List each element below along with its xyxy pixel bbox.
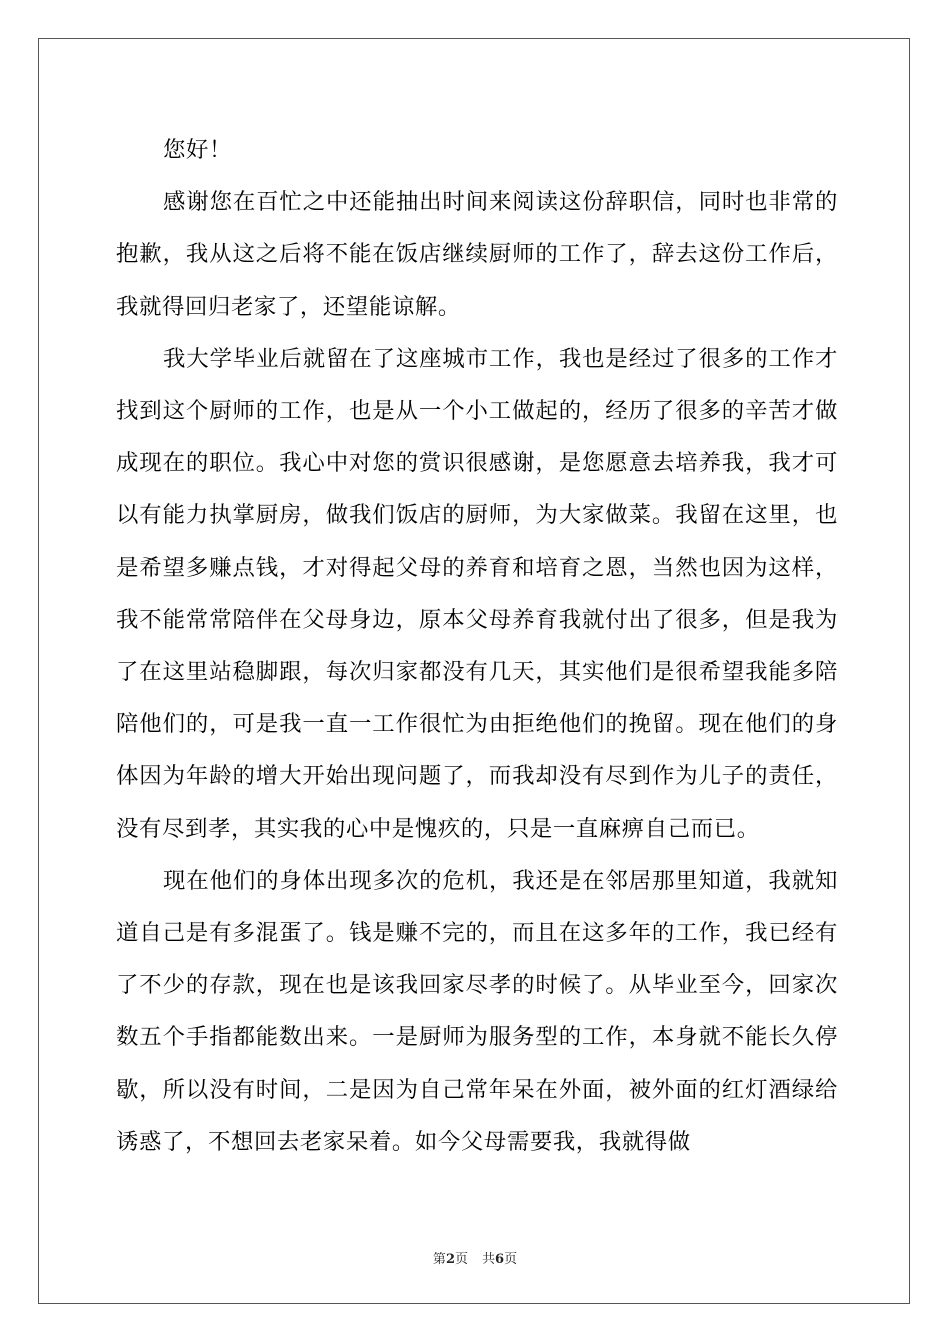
page-footer	[0, 1248, 950, 1267]
letter-paragraph-3: 现在他们的身体出现多次的危机，我还是在邻居那里知道，我就知道自己是有多混蛋了。钱是赚不完的，而且在这多年的工作，我已经有了不少的存款，现在也是该我回家尽孝的时候了。从毕业至今，回家次数五个手指都能数出来。一是厨师为服务型的工作，本身就不能长久停歇，所以没有时间，二是因为自己常年呆在外面，被外面的红灯酒绿给诱惑了，不想回去老家呆着。如今父母需要我，我就得做	[116, 867, 838, 1155]
page-suffix: 页	[454, 1252, 468, 1267]
total-suffix: 页	[504, 1252, 518, 1267]
letter-paragraph-1: 感谢您在百忙之中还能抽出时间来阅读这份辞职信，同时也非常的抱歉，我从这之后将不能在饭店继续厨师的工作了，辞去这份工作后，我就得回归老家了，还望能谅解。	[116, 189, 838, 320]
total-prefix: 共	[482, 1252, 496, 1267]
page-number: 2	[445, 1252, 455, 1267]
letter-body	[116, 124, 838, 1168]
letter-paragraph-2: 我大学毕业后就留在了这座城市工作，我也是经过了很多的工作才找到这个厨师的工作，也是从一个小工做起的，经历了很多的辛苦才做成现在的职位。我心中对您的赏识很感谢，是您愿意去培养我，我才可以有能力执掌厨房，做我们饭店的厨师，为大家做菜。我留在这里，也是希望多赚点钱，才对得起父母的养育和培育之恩，当然也因为这样，我不能常常陪伴在父母身边，原本父母养育我就付出了很多，但是我为了在这里站稳脚跟，每次归家都没有几天，其实他们是很希望我能多陪陪他们的，可是我一直一工作很忙为由拒绝他们的挽留。现在他们的身体因为年龄的增大开始出现问题了，而我却没有尽到作为儿子的责任，没有尽到孝，其实我的心中是愧疚的，只是一直麻痹自己而已。	[116, 345, 838, 842]
total-pages: 6	[495, 1252, 505, 1267]
page-prefix: 第	[432, 1252, 446, 1267]
letter-greeting: 您好！	[163, 137, 232, 163]
